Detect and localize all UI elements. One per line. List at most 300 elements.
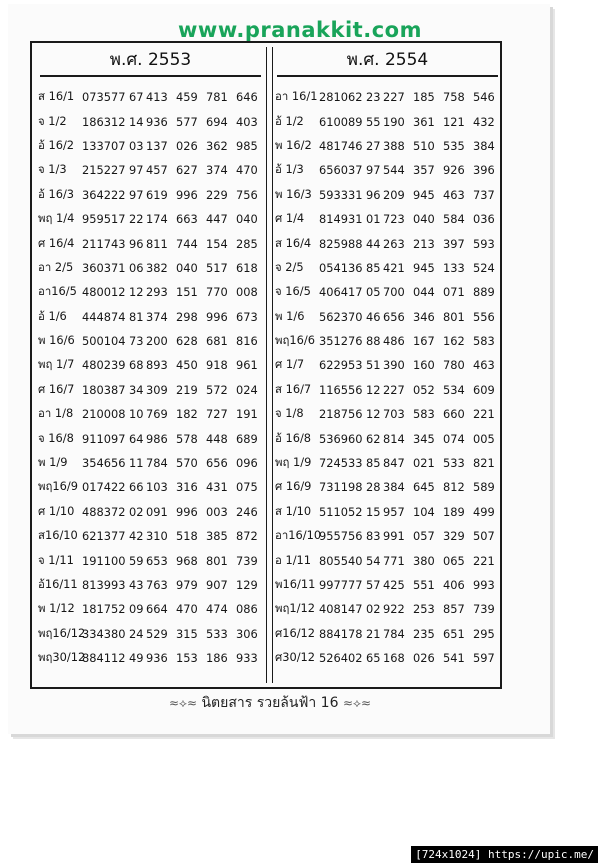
three-digit-prize: 104 [413,504,435,519]
table-row [273,524,502,548]
three-digit-prize: 533 [206,626,228,641]
table-row [273,158,502,182]
first-prize: 911097 [82,431,126,446]
three-digit-prize: 857 [443,602,465,617]
two-digit-prize: 27 [366,138,381,153]
three-digit-prize: 758 [443,90,465,105]
three-digit-prize: 285 [236,236,258,251]
first-prize: 731198 [319,480,363,495]
two-digit-prize: 49 [129,651,144,666]
three-digit-prize: 295 [473,626,495,641]
draw-date: ศ 16/9 [275,479,312,494]
table-row [273,329,502,353]
two-digit-prize: 21 [366,626,381,641]
three-digit-prize: 329 [443,529,465,544]
two-digit-prize: 83 [366,529,381,544]
three-digit-prize: 811 [146,236,168,251]
first-prize: 360371 [82,260,126,275]
three-digit-prize: 227 [383,382,405,397]
three-digit-prize: 556 [473,309,495,324]
three-digit-prize: 221 [473,553,495,568]
three-digit-prize: 186 [206,651,228,666]
three-digit-prize: 040 [176,260,198,275]
three-digit-prize: 263 [383,236,405,251]
first-prize: 191100 [82,553,126,568]
three-digit-prize: 168 [383,651,405,666]
three-digit-prize: 653 [146,553,168,568]
table-row [36,426,265,450]
first-prize: 622953 [319,358,363,373]
two-digit-prize: 02 [129,504,144,519]
draw-date: อ้ 16/2 [38,137,75,152]
three-digit-prize: 784 [383,626,405,641]
three-digit-prize: 486 [383,334,405,349]
first-prize: 526402 [319,651,363,666]
first-prize: 884112 [82,651,126,666]
first-prize: 408147 [319,602,363,617]
first-prize: 610089 [319,114,363,129]
table-row [36,207,265,231]
three-digit-prize: 024 [236,382,258,397]
table-row [36,475,265,499]
two-digit-prize: 51 [366,358,381,373]
column-divider [266,47,273,683]
three-digit-prize: 309 [146,382,168,397]
three-digit-prize: 474 [206,602,228,617]
three-digit-prize: 570 [176,456,198,471]
first-prize: 955756 [319,529,363,544]
two-digit-prize: 12 [366,407,381,422]
three-digit-prize: 780 [443,358,465,373]
table-row [36,183,265,207]
three-digit-prize: 190 [383,114,405,129]
first-prize: 133707 [82,138,126,153]
three-digit-prize: 200 [146,334,168,349]
three-digit-prize: 660 [443,407,465,422]
two-digit-prize: 81 [129,309,144,324]
three-digit-prize: 628 [176,334,198,349]
three-digit-prize: 345 [413,431,435,446]
three-digit-prize: 374 [206,163,228,178]
draw-date: พ 16/6 [38,333,75,348]
three-digit-prize: 219 [176,382,198,397]
first-prize: 825988 [319,236,363,251]
draw-date: จ 2/5 [275,259,304,274]
three-digit-prize: 936 [146,651,168,666]
two-digit-prize: 43 [129,578,144,592]
three-digit-prize: 739 [473,602,495,617]
draw-date: พฤ1/12 [275,601,315,616]
three-digit-prize: 986 [146,431,168,446]
first-prize: 354656 [82,456,126,471]
three-digit-prize: 075 [236,480,258,495]
draw-date: พ 16/3 [275,186,312,201]
three-digit-prize: 821 [473,456,495,471]
three-digit-prize: 656 [383,309,405,324]
two-digit-prize: 96 [366,187,381,202]
two-digit-prize: 85 [366,260,381,275]
draw-date: ส 16/4 [275,235,312,250]
three-digit-prize: 310 [146,529,168,544]
table-row [36,524,265,548]
draw-date: ศ16/12 [275,625,316,640]
first-prize: 480012 [82,285,126,300]
first-prize: 211743 [82,236,126,251]
three-digit-prize: 174 [146,212,168,227]
three-digit-prize: 185 [413,90,435,105]
table-row [273,231,502,255]
three-digit-prize: 664 [146,602,168,617]
first-prize: 656037 [319,163,363,178]
three-digit-prize: 499 [473,504,495,519]
two-digit-prize: 65 [366,651,381,666]
two-digit-prize: 64 [129,431,144,446]
two-digit-prize: 59 [129,553,144,568]
three-digit-prize: 306 [236,626,258,641]
first-prize: 805540 [319,553,363,568]
three-digit-prize: 529 [146,626,168,641]
table-row [36,256,265,280]
three-digit-prize: 129 [236,578,258,592]
draw-date: อ้16/11 [38,577,78,591]
two-digit-prize: 97 [129,163,144,178]
draw-date: อา16/5 [38,284,77,299]
table-row [273,353,502,377]
draw-date: พฤ30/12 [38,650,86,665]
three-digit-prize: 583 [473,334,495,349]
table-row [36,85,265,109]
three-digit-prize: 572 [206,382,228,397]
three-digit-prize: 771 [383,553,405,568]
three-digit-prize: 979 [176,578,198,592]
three-digit-prize: 907 [206,578,228,592]
three-digit-prize: 074 [443,431,465,446]
first-prize: 593331 [319,187,363,202]
ornament-right-icon: ≈⟡≈ [342,696,371,710]
three-digit-prize: 723 [383,212,405,227]
table-row [36,353,265,377]
three-digit-prize: 593 [473,236,495,251]
first-prize: 724533 [319,456,363,471]
first-prize: 511052 [319,504,363,519]
draw-date: ส 16/7 [275,381,312,396]
draw-date: พ 1/9 [38,455,68,470]
table-row [36,109,265,133]
three-digit-prize: 510 [413,138,435,153]
table-row [36,597,265,621]
three-digit-prize: 957 [383,504,405,519]
three-digit-prize: 656 [206,456,228,471]
draw-date: อา 16/1 [275,89,318,104]
three-digit-prize: 137 [146,138,168,153]
two-digit-prize: 05 [366,285,381,300]
three-digit-prize: 021 [413,456,435,471]
three-digit-prize: 382 [146,260,168,275]
two-digit-prize: 55 [366,114,381,129]
three-digit-prize: 396 [473,163,495,178]
three-digit-prize: 589 [473,480,495,495]
three-digit-prize: 645 [413,480,435,495]
three-digit-prize: 298 [176,309,198,324]
three-digit-prize: 991 [383,529,405,544]
two-digit-prize: 46 [366,309,381,324]
first-prize: 054136 [319,260,363,275]
three-digit-prize: 524 [473,260,495,275]
results-list [273,85,502,670]
three-digit-prize: 052 [413,382,435,397]
three-digit-prize: 470 [236,163,258,178]
draw-date: ศ 1/4 [275,211,305,226]
three-digit-prize: 744 [176,236,198,251]
first-prize: 073577 [82,90,126,105]
two-digit-prize: 44 [366,236,381,251]
draw-date: พฤ16/9 [38,479,78,494]
table-row [273,451,502,475]
first-prize: 480239 [82,358,126,373]
three-digit-prize: 646 [236,90,258,105]
table-row [273,85,502,109]
two-digit-prize: 97 [366,163,381,178]
three-digit-prize: 470 [176,602,198,617]
three-digit-prize: 153 [176,651,198,666]
three-digit-prize: 619 [146,187,168,202]
table-row [273,402,502,426]
two-digit-prize: 23 [366,90,381,105]
draw-date: อ้ 16/3 [38,186,75,201]
draw-date: อา 2/5 [38,259,74,274]
three-digit-prize: 926 [443,163,465,178]
draw-date: ส16/10 [38,528,78,543]
two-digit-prize: 73 [129,334,144,349]
three-digit-prize: 008 [236,285,258,300]
two-digit-prize: 97 [129,187,144,202]
three-digit-prize: 091 [146,504,168,519]
three-digit-prize: 246 [236,504,258,519]
three-digit-prize: 315 [176,626,198,641]
three-digit-prize: 578 [176,431,198,446]
table-row [36,548,265,572]
table-row [36,329,265,353]
three-digit-prize: 388 [383,138,405,153]
table-row [36,622,265,646]
three-digit-prize: 541 [443,651,465,666]
two-digit-prize: 02 [366,602,381,617]
draw-date: พ 16/2 [275,137,312,152]
first-prize: 536960 [319,431,363,446]
two-digit-prize: 54 [366,553,381,568]
three-digit-prize: 103 [146,480,168,495]
three-digit-prize: 535 [443,138,465,153]
draw-date: จ 1/11 [38,552,74,567]
three-digit-prize: 534 [443,382,465,397]
table-row [273,548,502,572]
three-digit-prize: 026 [176,138,198,153]
first-prize: 406417 [319,285,363,300]
three-digit-prize: 609 [473,382,495,397]
three-digit-prize: 380 [413,553,435,568]
three-digit-prize: 346 [413,309,435,324]
draw-date: ส 1/10 [275,503,312,518]
three-digit-prize: 737 [473,187,495,202]
three-digit-prize: 040 [413,212,435,227]
draw-date: ศ30/12 [275,650,316,665]
draw-date: อ้ 16/8 [275,430,312,445]
three-digit-prize: 968 [176,553,198,568]
three-digit-prize: 781 [206,90,228,105]
first-prize: 562370 [319,309,363,324]
draw-date: พ 1/6 [275,308,305,323]
three-digit-prize: 769 [146,407,168,422]
three-digit-prize: 450 [176,358,198,373]
table-row [273,573,502,597]
three-digit-prize: 448 [206,431,228,446]
two-digit-prize: 42 [129,529,144,544]
three-digit-prize: 362 [206,138,228,153]
first-prize: 884178 [319,626,363,641]
two-digit-prize: 62 [366,431,381,446]
draw-date: พฤ 1/7 [38,357,75,372]
three-digit-prize: 933 [236,651,258,666]
three-digit-prize: 431 [206,480,228,495]
three-digit-prize: 036 [473,212,495,227]
results-list [36,85,265,670]
table-row [36,280,265,304]
three-digit-prize: 463 [473,358,495,373]
table-row [36,134,265,158]
three-digit-prize: 703 [383,407,405,422]
table-row [36,305,265,329]
draw-date: พ 1/12 [38,601,75,616]
three-digit-prize: 413 [146,90,168,105]
two-digit-prize: 96 [129,236,144,251]
three-digit-prize: 551 [413,578,435,592]
first-prize: 351276 [319,334,363,349]
draw-date: ศ 1/7 [275,357,305,372]
three-digit-prize: 681 [206,334,228,349]
three-digit-prize: 985 [236,138,258,153]
table-row [36,573,265,597]
table-row [36,646,265,670]
three-digit-prize: 597 [473,651,495,666]
three-digit-prize: 673 [236,309,258,324]
three-digit-prize: 040 [236,212,258,227]
three-digit-prize: 385 [206,529,228,544]
three-digit-prize: 583 [413,407,435,422]
three-digit-prize: 421 [383,260,405,275]
three-digit-prize: 945 [413,260,435,275]
table-row [36,378,265,402]
first-prize: 488372 [82,504,126,519]
three-digit-prize: 191 [236,407,258,422]
three-digit-prize: 889 [473,285,495,300]
three-digit-prize: 459 [176,90,198,105]
three-digit-prize: 189 [443,504,465,519]
table-row [273,378,502,402]
draw-date: ศ 16/7 [38,381,75,396]
three-digit-prize: 584 [443,212,465,227]
two-digit-prize: 10 [129,407,144,422]
draw-date: พฤ16/6 [275,333,315,348]
three-digit-prize: 086 [236,602,258,617]
three-digit-prize: 812 [443,480,465,495]
three-digit-prize: 945 [413,187,435,202]
two-digit-prize: 57 [366,578,381,592]
first-prize: 334380 [82,626,126,641]
three-digit-prize: 425 [383,578,405,592]
two-digit-prize: 11 [129,456,144,471]
three-digit-prize: 814 [383,431,405,446]
three-digit-prize: 727 [206,407,228,422]
table-row [273,109,502,133]
three-digit-prize: 390 [383,358,405,373]
year-header: พ.ศ. 2554 [277,43,498,77]
three-digit-prize: 893 [146,358,168,373]
three-digit-prize: 096 [236,456,258,471]
three-digit-prize: 403 [236,114,258,129]
three-digit-prize: 432 [473,114,495,129]
three-digit-prize: 384 [473,138,495,153]
first-prize: 997777 [319,578,363,592]
three-digit-prize: 518 [176,529,198,544]
three-digit-prize: 784 [146,456,168,471]
three-digit-prize: 533 [443,456,465,471]
table-row [273,207,502,231]
draw-date: พฤ 1/9 [275,455,312,470]
first-prize: 813993 [82,578,126,592]
two-digit-prize: 15 [366,504,381,519]
three-digit-prize: 463 [443,187,465,202]
three-digit-prize: 057 [413,529,435,544]
three-digit-prize: 213 [413,236,435,251]
ornament-left-icon: ≈⟡≈ [168,696,198,710]
three-digit-prize: 618 [236,260,258,275]
three-digit-prize: 694 [206,114,228,129]
three-digit-prize: 227 [383,90,405,105]
three-digit-prize: 961 [236,358,258,373]
first-prize: 210008 [82,407,126,422]
three-digit-prize: 993 [473,578,495,592]
three-digit-prize: 447 [206,212,228,227]
draw-date: อ้ 1/2 [275,113,304,128]
two-digit-prize: 09 [129,602,144,617]
first-prize: 180387 [82,382,126,397]
two-digit-prize: 01 [366,212,381,227]
three-digit-prize: 801 [443,309,465,324]
first-prize: 017422 [82,480,126,495]
image-host-stamp: [724x1024] https://upic.me/ [411,846,598,863]
draw-date: อ้ 1/6 [38,308,67,323]
draw-date: อ้ 1/3 [275,162,304,177]
table-row [273,256,502,280]
three-digit-prize: 160 [413,358,435,373]
table-row [36,231,265,255]
first-prize: 364222 [82,187,126,202]
two-digit-prize: 22 [129,212,144,227]
three-digit-prize: 397 [443,236,465,251]
two-digit-prize: 85 [366,456,381,471]
draw-date: ส 16/1 [38,89,75,104]
two-digit-prize: 06 [129,260,144,275]
three-digit-prize: 167 [413,334,435,349]
three-digit-prize: 756 [236,187,258,202]
table-row [36,451,265,475]
site-watermark: www.pranakkit.com [178,18,422,42]
draw-date: จ 1/8 [275,406,304,421]
three-digit-prize: 544 [383,163,405,178]
two-digit-prize: 14 [129,114,144,129]
two-digit-prize: 67 [129,90,144,105]
two-digit-prize: 88 [366,334,381,349]
